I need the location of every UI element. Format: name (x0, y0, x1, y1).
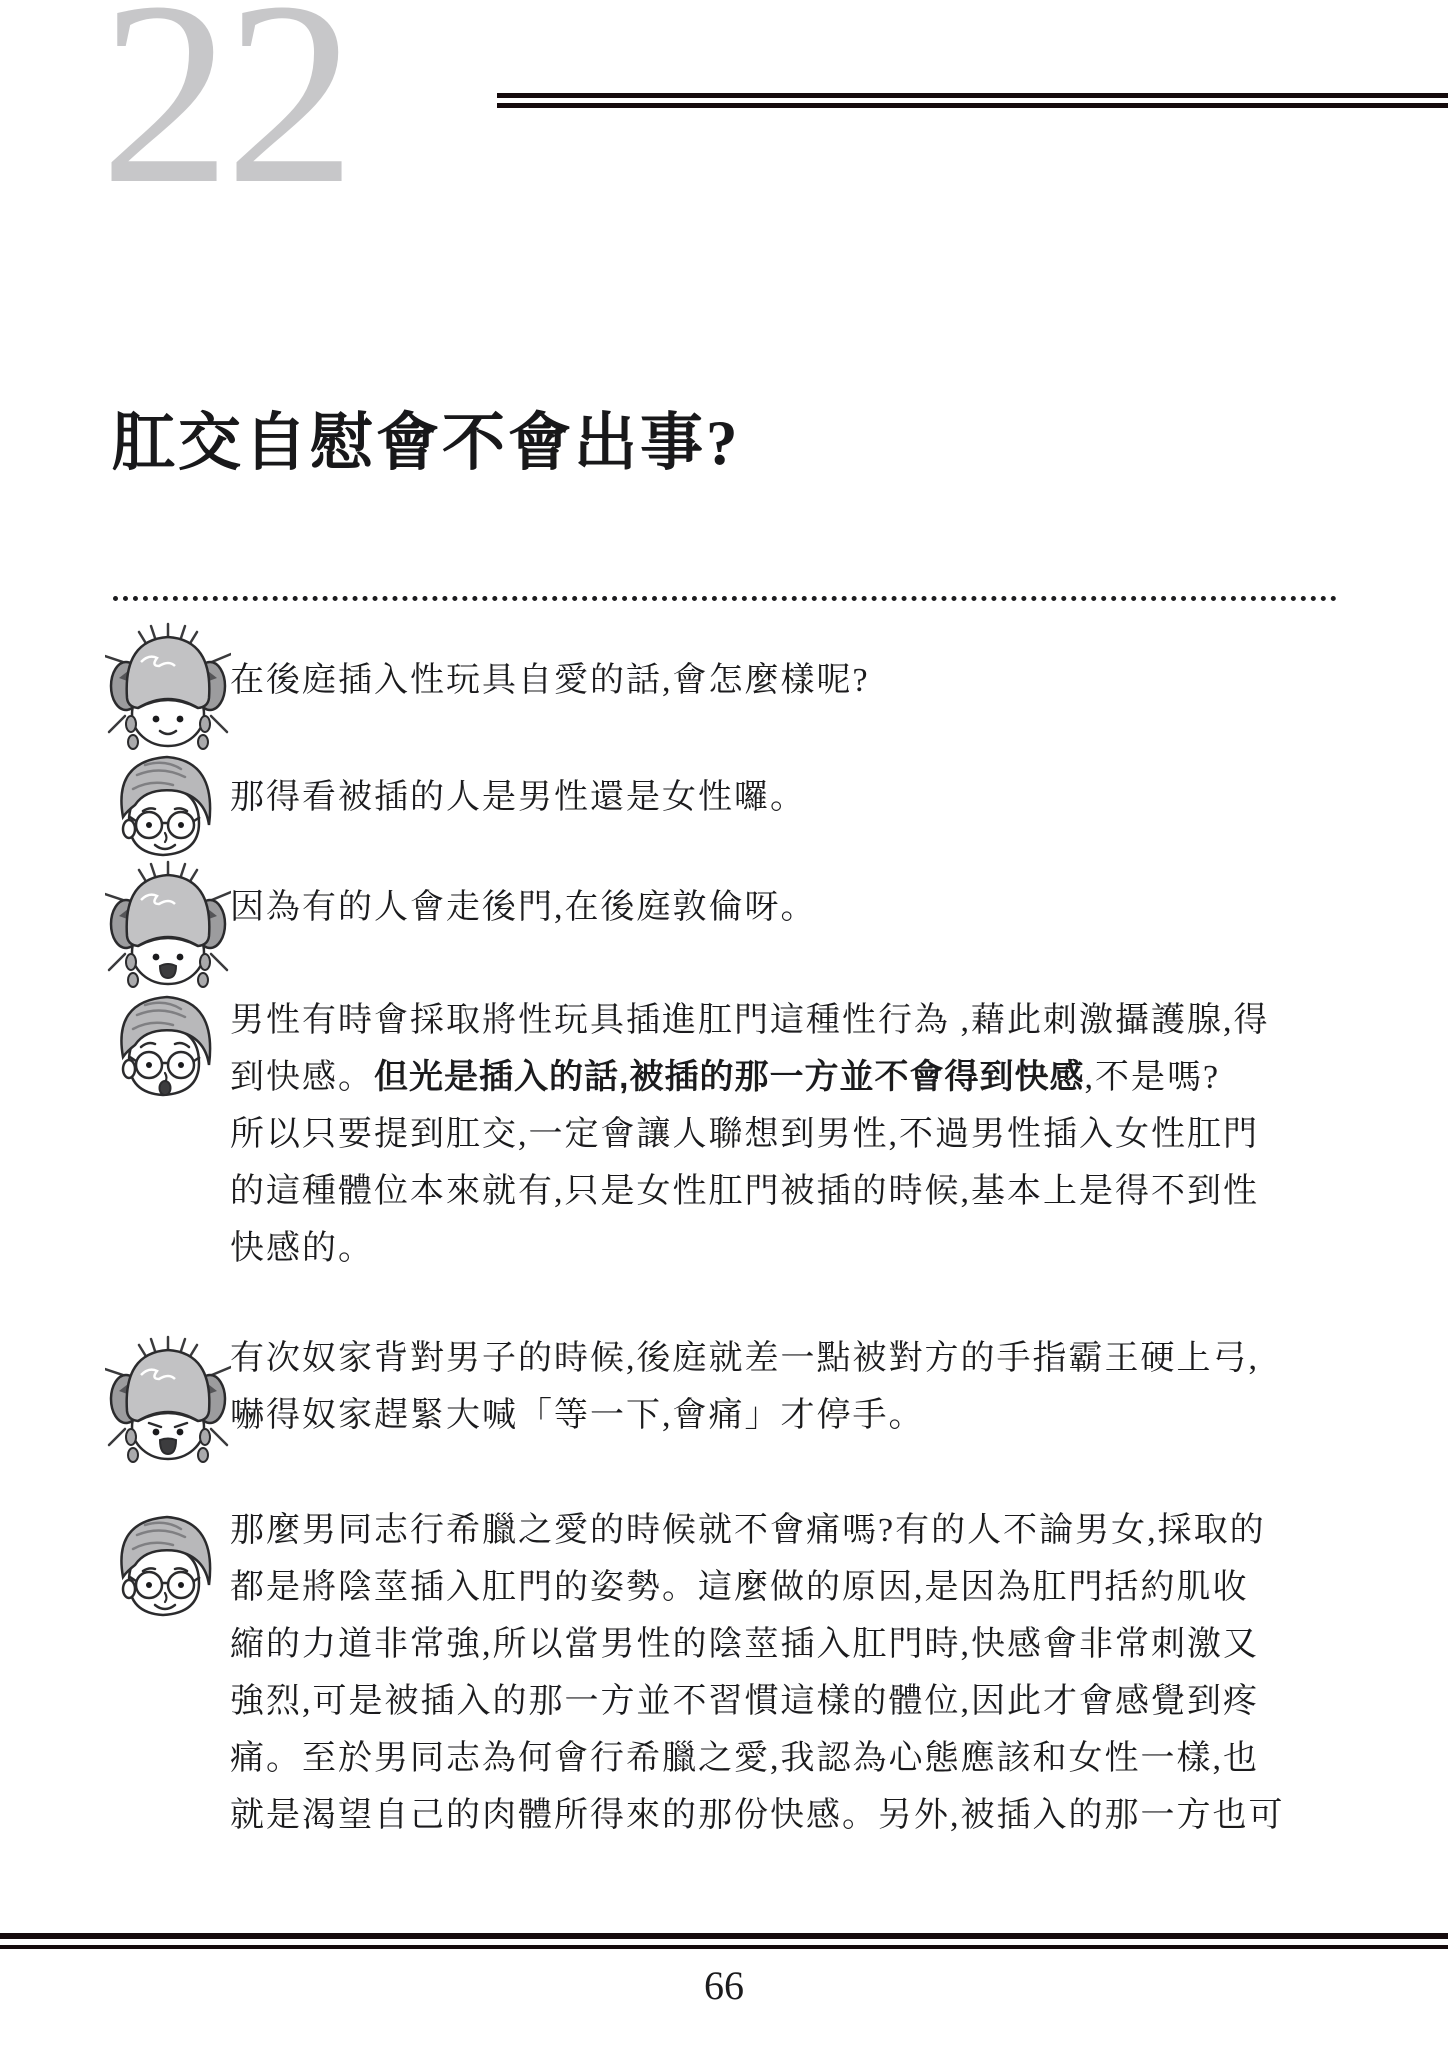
dialogue-text (230, 769, 1345, 826)
dialogue-line: 男性有時會採取將性玩具插進肛門這種性行為 ,藉此刺激攝護腺,得 (230, 1002, 1270, 1039)
dialogue-text (230, 1330, 1345, 1444)
dotted-separator (113, 596, 1337, 601)
dialogue-line: 縮的力道非常強,所以當男性的陰莖插入肛門時,快感會非常刺激又 (230, 1626, 1259, 1663)
footer-double-rule (0, 1933, 1448, 1949)
dialogue-line: 都是將陰莖插入肛門的姿勢。這麼做的原因,是因為肛門括約肌收 (230, 1569, 1249, 1606)
dialogue-text (230, 879, 1345, 936)
doctor-avatar-icon (105, 985, 231, 1125)
dialogue-line: 那麼男同志行希臘之愛的時候就不會痛嗎?有的人不論男女,採取的 (230, 1512, 1266, 1549)
chapter-number: 22 (100, 0, 350, 238)
header-double-rule (497, 93, 1448, 108)
dialogue-line: 就是渴望自己的肉體所得來的那份快感。另外,被插入的那一方也可 (230, 1797, 1285, 1834)
dialogue-line: 在後庭插入性玩具自愛的話,會怎麼樣呢? (230, 662, 870, 699)
courtesan-avatar-icon (105, 858, 231, 998)
dialogue-line: 因為有的人會走後門,在後庭敦倫呀。 (230, 889, 817, 926)
page-number: 66 (704, 1963, 744, 2008)
chapter-title: 肛交自慰會不會出事? (112, 408, 741, 478)
doctor-avatar-icon (105, 1505, 231, 1645)
dialogue-line: 強烈,可是被插入的那一方並不習慣這樣的體位,因此才會感覺到疼 (230, 1683, 1259, 1720)
dialogue-line: 到快感。但光是插入的話,被插的那一方並不會得到快感,不是嗎? (230, 1058, 1221, 1096)
courtesan-avatar-icon (105, 620, 231, 760)
dialogue-line: 的這種體位本來就有,只是女性肛門被插的時候,基本上是得不到性 (230, 1173, 1259, 1210)
dialogue-text (230, 992, 1345, 1277)
dialogue-line: 有次奴家背對男子的時候,後庭就差一點被對方的手指霸王硬上弓, (230, 1340, 1259, 1377)
dialogue-line: 嚇得奴家趕緊大喊「等一下,會痛」才停手。 (230, 1397, 925, 1434)
courtesan-avatar-icon (105, 1333, 231, 1473)
dialogue-line: 所以只要提到肛交,一定會讓人聯想到男性,不過男性插入女性肛門 (230, 1116, 1259, 1153)
dialogue-text (230, 652, 1345, 709)
dialogue-line: 快感的。 (230, 1230, 374, 1267)
dialogue-text (230, 1502, 1345, 1844)
dialogue-line: 那得看被插的人是男性還是女性囉。 (230, 779, 806, 816)
dialogue-line: 痛。至於男同志為何會行希臘之愛,我認為心態應該和女性一樣,也 (230, 1740, 1259, 1777)
